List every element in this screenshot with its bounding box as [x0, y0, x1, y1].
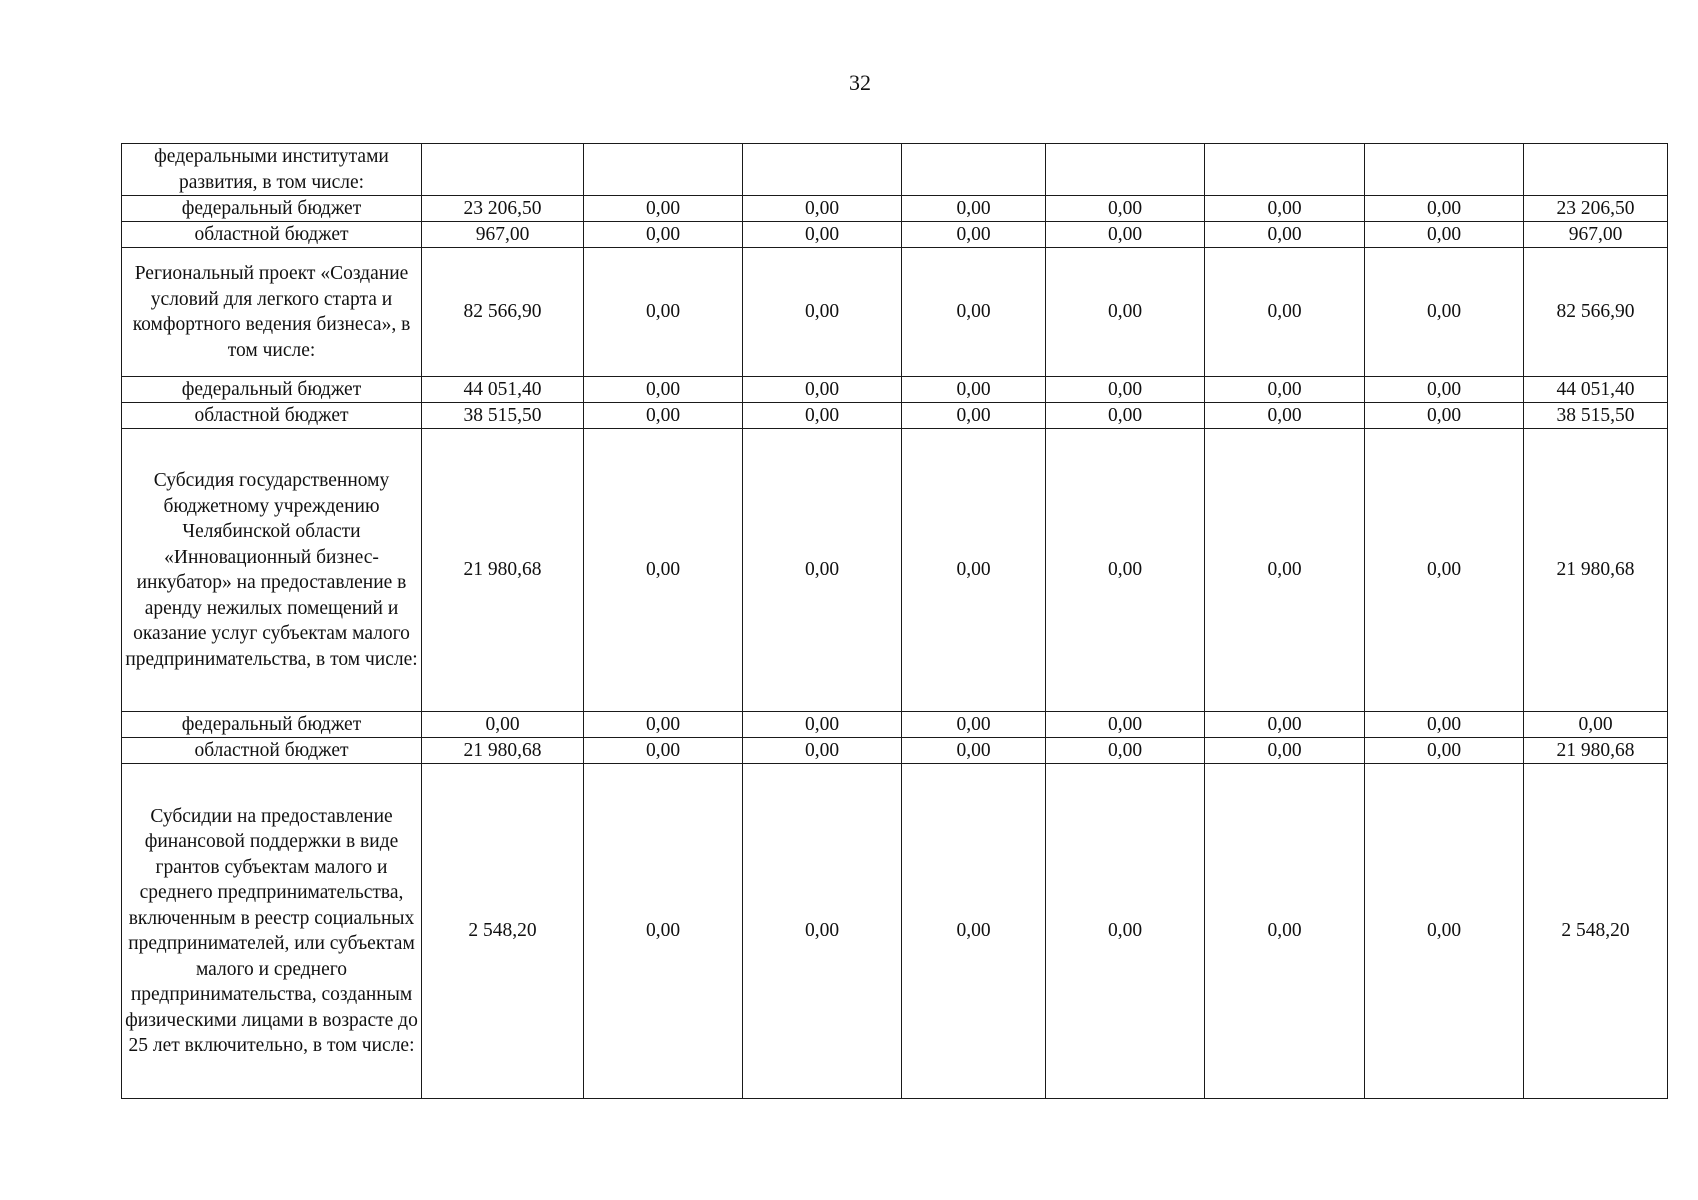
value-cell: 0,00 [1205, 764, 1365, 1099]
value-cell: 21 980,68 [422, 429, 584, 712]
value-cell: 23 206,50 [422, 196, 584, 222]
value-cell: 0,00 [584, 712, 743, 738]
row-name: федеральный бюджет [122, 712, 422, 738]
value-cell: 2 548,20 [422, 764, 584, 1099]
value-cell: 0,00 [902, 712, 1046, 738]
value-cell: 0,00 [743, 712, 902, 738]
value-cell: 0,00 [902, 248, 1046, 377]
table-row [122, 248, 1668, 377]
value-cell: 82 566,90 [422, 248, 584, 377]
value-cell: 38 515,50 [1524, 403, 1668, 429]
value-cell: 0,00 [1046, 196, 1205, 222]
value-cell: 0,00 [1365, 429, 1524, 712]
value-cell: 23 206,50 [1524, 196, 1668, 222]
value-cell: 0,00 [743, 377, 902, 403]
row-name: областной бюджет [122, 738, 422, 764]
value-cell: 0,00 [1365, 196, 1524, 222]
value-cell: 21 980,68 [1524, 429, 1668, 712]
value-cell: 0,00 [1365, 222, 1524, 248]
row-name: федеральными институтами развития, в том числе: [122, 144, 422, 196]
value-cell [1524, 144, 1668, 196]
budget-table [121, 143, 1668, 1099]
value-cell: 0,00 [902, 196, 1046, 222]
value-cell: 0,00 [743, 403, 902, 429]
value-cell: 0,00 [902, 429, 1046, 712]
value-cell: 0,00 [1046, 764, 1205, 1099]
value-cell: 82 566,90 [1524, 248, 1668, 377]
row-name: областной бюджет [122, 403, 422, 429]
value-cell: 0,00 [1205, 403, 1365, 429]
value-cell: 44 051,40 [1524, 377, 1668, 403]
value-cell: 0,00 [743, 196, 902, 222]
value-cell: 0,00 [1205, 377, 1365, 403]
value-cell [902, 144, 1046, 196]
value-cell: 0,00 [584, 377, 743, 403]
value-cell: 0,00 [422, 712, 584, 738]
value-cell [422, 144, 584, 196]
value-cell [584, 144, 743, 196]
row-name: федеральный бюджет [122, 196, 422, 222]
row-name: Субсидии на предоставление финансовой поддержки в виде грантов субъектам малого и среднего предпринимательства, включенным в реестр социальных предпринимателей, или субъектам малого и среднего предпринимательства, созданным физическими лицами в возрасте до 25 лет включительно, в том числе: [122, 764, 422, 1099]
value-cell: 0,00 [902, 222, 1046, 248]
value-cell: 0,00 [584, 738, 743, 764]
value-cell: 0,00 [1046, 712, 1205, 738]
value-cell: 0,00 [743, 764, 902, 1099]
value-cell: 21 980,68 [422, 738, 584, 764]
value-cell: 0,00 [1046, 403, 1205, 429]
value-cell: 0,00 [584, 403, 743, 429]
table-row [122, 377, 1668, 403]
row-name: федеральный бюджет [122, 377, 422, 403]
value-cell: 0,00 [1205, 248, 1365, 377]
value-cell [1365, 144, 1524, 196]
row-name: Субсидия государственному бюджетному учреждению Челябинской области «Инновационный бизнес-инкубатор» на предоставление в аренду нежилых помещений и оказание услуг субъектам малого предпринимательства, в том числе: [122, 429, 422, 712]
value-cell: 0,00 [1365, 377, 1524, 403]
table-row [122, 429, 1668, 712]
value-cell: 2 548,20 [1524, 764, 1668, 1099]
table-row [122, 222, 1668, 248]
value-cell: 0,00 [1365, 403, 1524, 429]
value-cell [743, 144, 902, 196]
table-row [122, 738, 1668, 764]
value-cell: 0,00 [584, 248, 743, 377]
value-cell: 0,00 [743, 248, 902, 377]
value-cell [1046, 144, 1205, 196]
value-cell: 967,00 [1524, 222, 1668, 248]
value-cell: 0,00 [743, 222, 902, 248]
value-cell: 21 980,68 [1524, 738, 1668, 764]
value-cell: 0,00 [1046, 222, 1205, 248]
table-row [122, 712, 1668, 738]
value-cell: 0,00 [902, 403, 1046, 429]
row-name: областной бюджет [122, 222, 422, 248]
value-cell: 0,00 [1205, 429, 1365, 712]
value-cell: 0,00 [1046, 738, 1205, 764]
value-cell: 38 515,50 [422, 403, 584, 429]
value-cell: 0,00 [584, 764, 743, 1099]
page-number: 32 [849, 70, 871, 95]
value-cell: 0,00 [1205, 738, 1365, 764]
value-cell: 0,00 [902, 377, 1046, 403]
value-cell: 44 051,40 [422, 377, 584, 403]
table-row [122, 196, 1668, 222]
value-cell: 0,00 [1046, 377, 1205, 403]
value-cell: 0,00 [1205, 196, 1365, 222]
value-cell: 0,00 [1205, 222, 1365, 248]
value-cell: 0,00 [584, 222, 743, 248]
value-cell: 0,00 [902, 764, 1046, 1099]
value-cell: 967,00 [422, 222, 584, 248]
value-cell [1205, 144, 1365, 196]
table-row [122, 403, 1668, 429]
value-cell: 0,00 [1046, 248, 1205, 377]
value-cell: 0,00 [1205, 712, 1365, 738]
table-body [122, 144, 1668, 1099]
value-cell: 0,00 [1524, 712, 1668, 738]
value-cell: 0,00 [743, 738, 902, 764]
value-cell: 0,00 [1365, 712, 1524, 738]
row-name: Региональный проект «Создание условий для легкого старта и комфортного ведения бизнеса», в том числе: [122, 248, 422, 377]
table-row [122, 764, 1668, 1099]
table-row [122, 144, 1668, 196]
value-cell: 0,00 [902, 738, 1046, 764]
value-cell: 0,00 [584, 196, 743, 222]
value-cell: 0,00 [743, 429, 902, 712]
value-cell: 0,00 [1365, 738, 1524, 764]
value-cell: 0,00 [1365, 248, 1524, 377]
value-cell: 0,00 [584, 429, 743, 712]
value-cell: 0,00 [1365, 764, 1524, 1099]
value-cell: 0,00 [1046, 429, 1205, 712]
